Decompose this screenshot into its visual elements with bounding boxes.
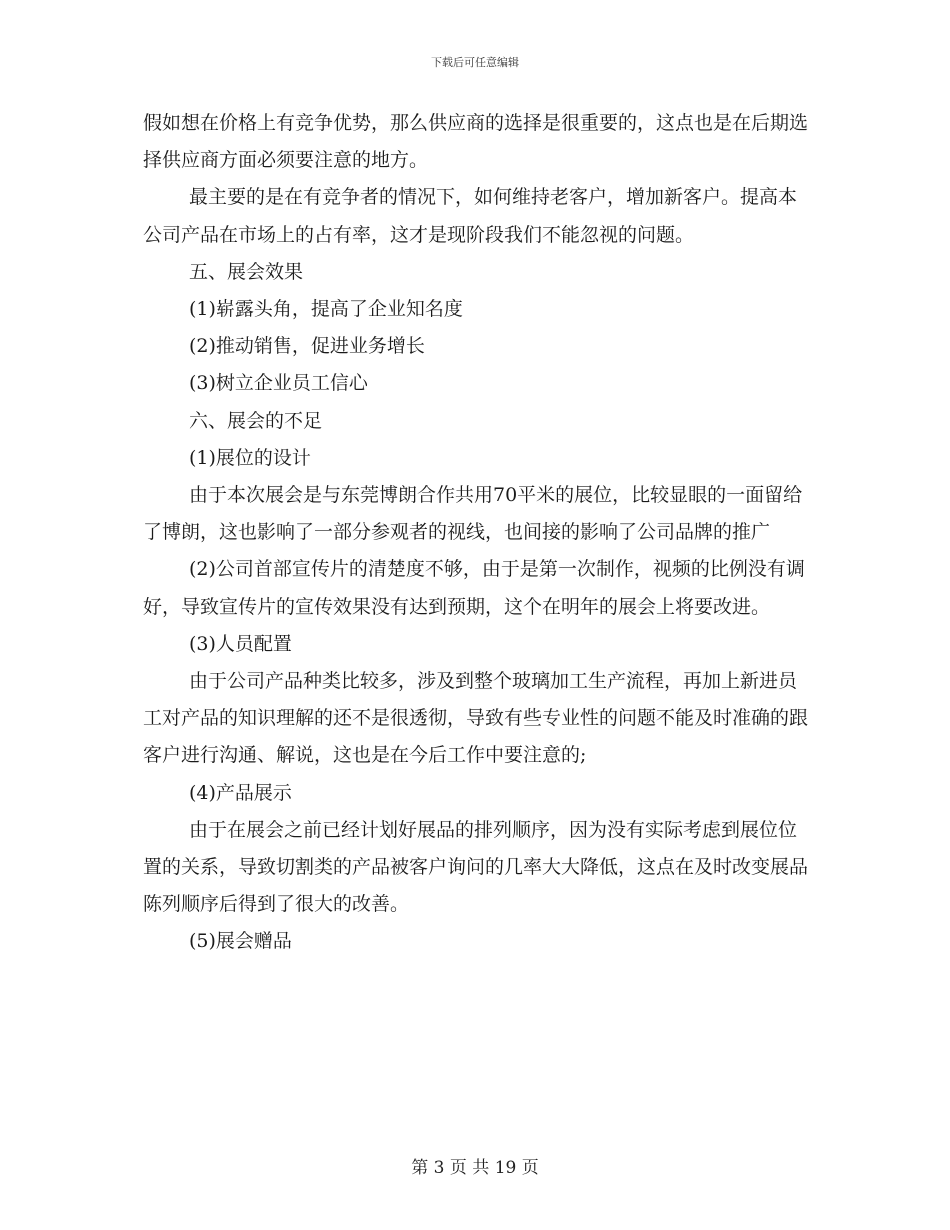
subheading: (4)产品展示 [189,781,292,804]
paragraph: 由于本次展会是与东莞博朗合作共用70平米的展位，比较显眼的一面留给了博朗，这也影响了一部分参观者的视线，也间接的影响了公司品牌的推广 [143,484,803,544]
paragraph: (2)公司首部宣传片的清楚度不够，由于是第一次制作，视频的比例没有调好，导致宣传片的宣传效果没有达到预期，这个在明年的展会上将要改进。 [143,558,805,618]
page-header: 下载后可任意编辑 [431,56,519,69]
list-item: (1)崭露头角，提高了企业知名度 [189,298,463,321]
list-item: (3)树立企业员工信心 [189,372,368,395]
list-item: (2)推动销售，促进业务增长 [189,335,425,358]
paragraph: 由于公司产品种类比较多，涉及到整个玻璃加工生产流程，再加上新进员工对产品的知识理解的还不是很透彻，导致有些专业性的问题不能及时准确的跟客户进行沟通、解说，这也是在今后工作中要注意的; [143,670,809,767]
document-body [143,105,813,961]
subheading: (3)人员配置 [189,632,292,655]
paragraph: 由于在展会之前已经计划好展品的排列顺序，因为没有实际考虑到展位位置的关系，导致切割类的产品被客户询问的几率大大降低，这点在及时改变展品陈列顺序后得到了很大的改善。 [143,818,809,916]
section-heading: 五、展会效果 [189,260,304,283]
section-heading: 六、展会的不足 [189,409,323,432]
paragraph: 最主要的是在有竞争者的情况下，如何维持老客户，增加新客户。提高本公司产品在市场上的占有率，这才是现阶段我们不能忽视的问题。 [143,186,798,246]
paragraph: 假如想在价格上有竞争优势，那么供应商的选择是很重要的，这点也是在后期选择供应商方面必须要注意的地方。 [143,112,809,172]
subheading: (1)展位的设计 [189,446,311,469]
page-footer: 第 3 页 共 19 页 [411,1158,539,1178]
subheading: (5)展会赠品 [189,930,292,953]
